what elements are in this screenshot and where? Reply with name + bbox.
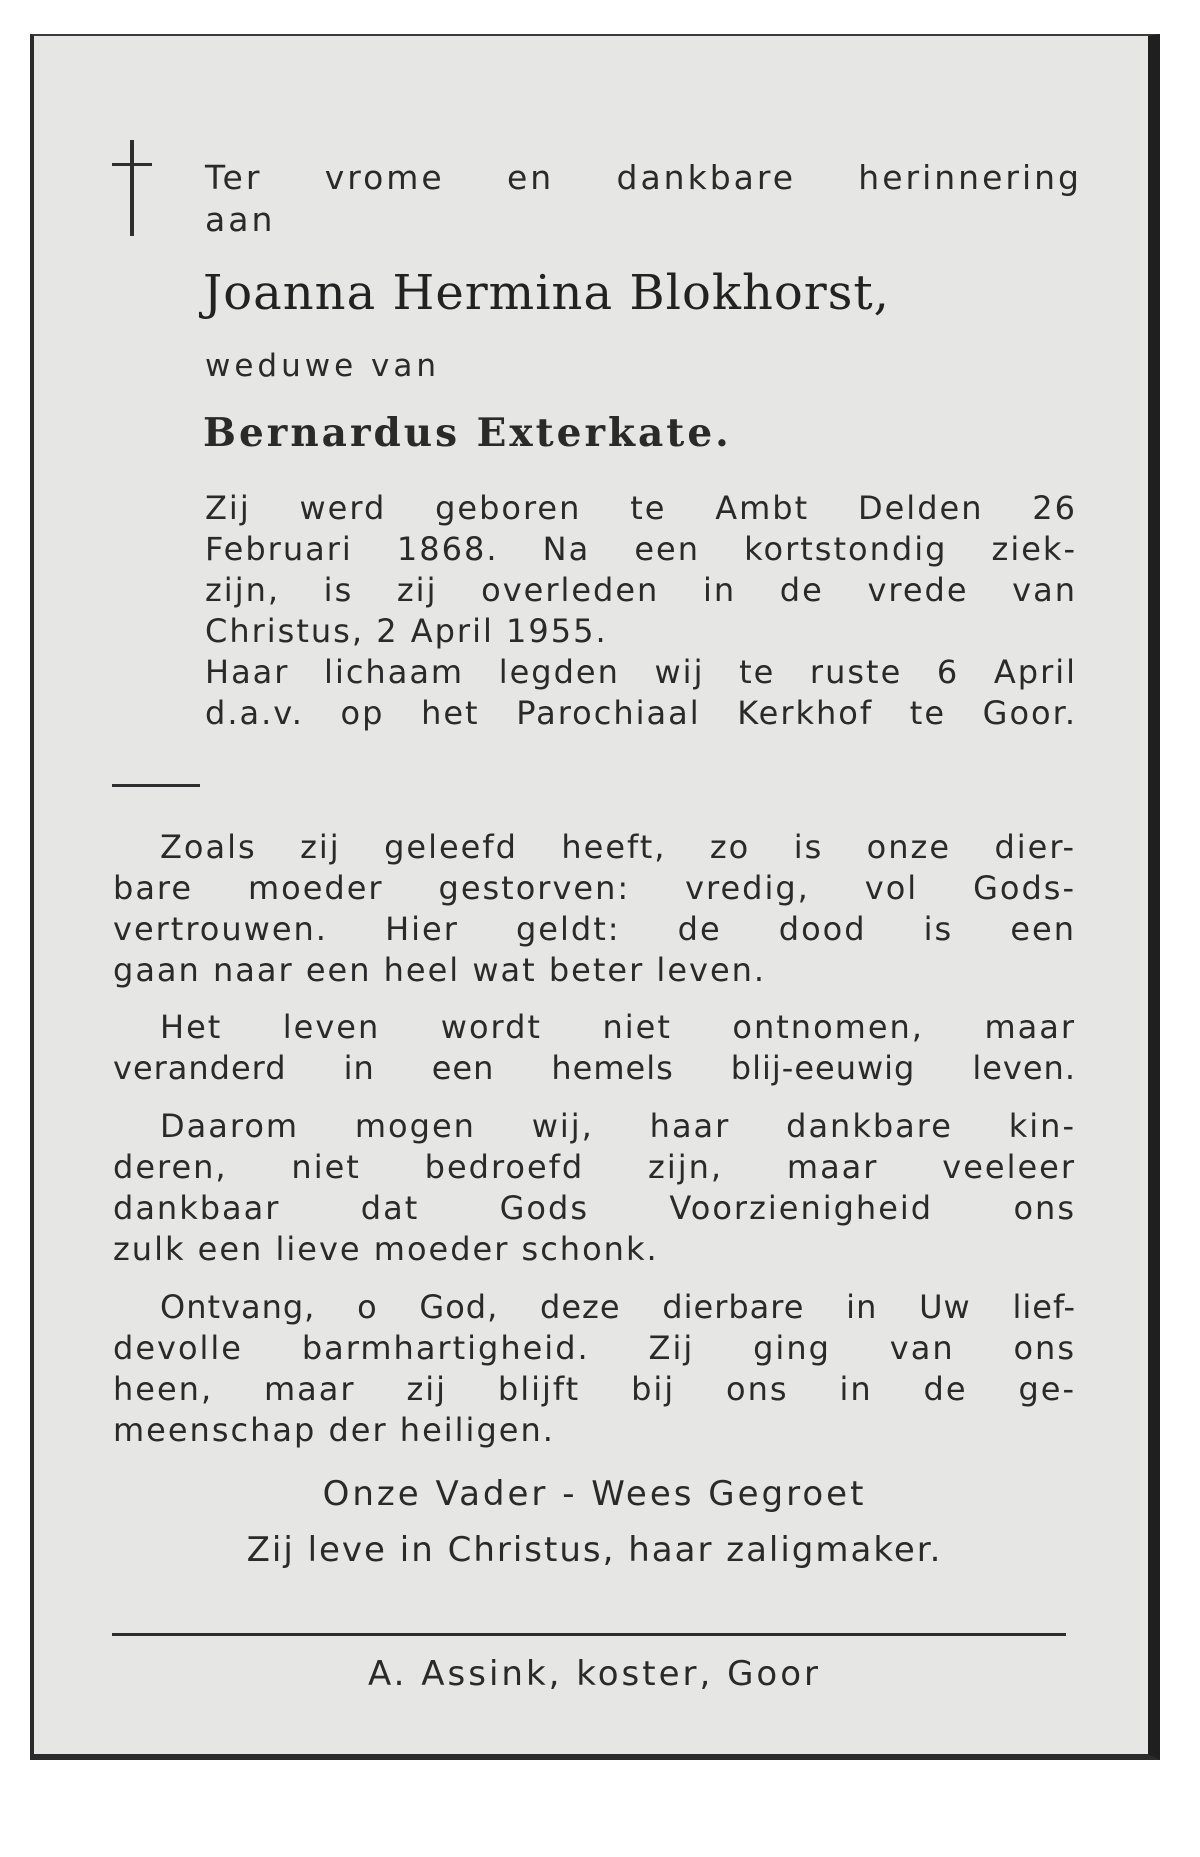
prayers-line: Onze Vader - Wees Gegroet [322, 1474, 867, 1514]
paragraph-line: heen, maar zij blijft bij ons in de ge- [113, 1370, 1076, 1408]
paragraph-line: bare moeder gestorven: vredig, vol Gods- [113, 869, 1076, 907]
paragraph-line: Zoals zij geleefd heeft, zo is onze dier- [160, 828, 1076, 866]
paragraph-line: dankbaar dat Gods Voorzienigheid ons [113, 1189, 1076, 1227]
bio-line: d.a.v. op het Parochiaal Kerkhof te Goor. [205, 694, 1077, 732]
long-divider [112, 1633, 1066, 1636]
header-line-1: Ter vrome en dankbare herinnering [205, 158, 1082, 197]
paragraph-line: Ontvang, o God, deze dierbare in Uw lief- [160, 1288, 1076, 1326]
paragraph-line: devolle barmhartigheid. Zij ging van ons [113, 1329, 1076, 1367]
closing-line: Zij leve in Christus, haar zaligmaker. [246, 1530, 943, 1570]
bio-line: Zij werd geboren te Ambt Delden 26 [205, 489, 1077, 527]
spouse-name: Bernardus Exterkate. [203, 410, 732, 456]
bio-line: Christus, 2 April 1955. [205, 612, 608, 650]
deceased-name: Joanna Hermina Blokhorst, [203, 265, 890, 321]
paragraph-line: Het leven wordt niet ontnomen, maar [160, 1008, 1076, 1046]
relation-text: weduwe van [205, 348, 441, 384]
paragraph-line: deren, niet bedroefd zijn, maar veeleer [113, 1148, 1076, 1186]
paragraph-line: zulk een lieve moeder schonk. [113, 1230, 659, 1268]
paragraph-line: vertrouwen. Hier geldt: de dood is een [113, 910, 1076, 948]
paragraph-line: meenschap der heiligen. [113, 1411, 555, 1449]
paragraph-line: veranderd in een hemels blij-eeuwig leven. [113, 1049, 1076, 1087]
bio-line: zijn, is zij overleden in de vrede van [205, 571, 1077, 609]
short-divider [112, 784, 200, 787]
bio-line: Haar lichaam legden wij te ruste 6 April [205, 653, 1077, 691]
printer-line: A. Assink, koster, Goor [367, 1654, 822, 1694]
paragraph-line: Daarom mogen wij, haar dankbare kin- [160, 1107, 1076, 1145]
bio-line: Februari 1868. Na een kortstondig ziek- [205, 530, 1077, 568]
header-line-2: aan [205, 200, 276, 239]
paragraph-line: gaan naar een heel wat beter leven. [113, 951, 767, 989]
